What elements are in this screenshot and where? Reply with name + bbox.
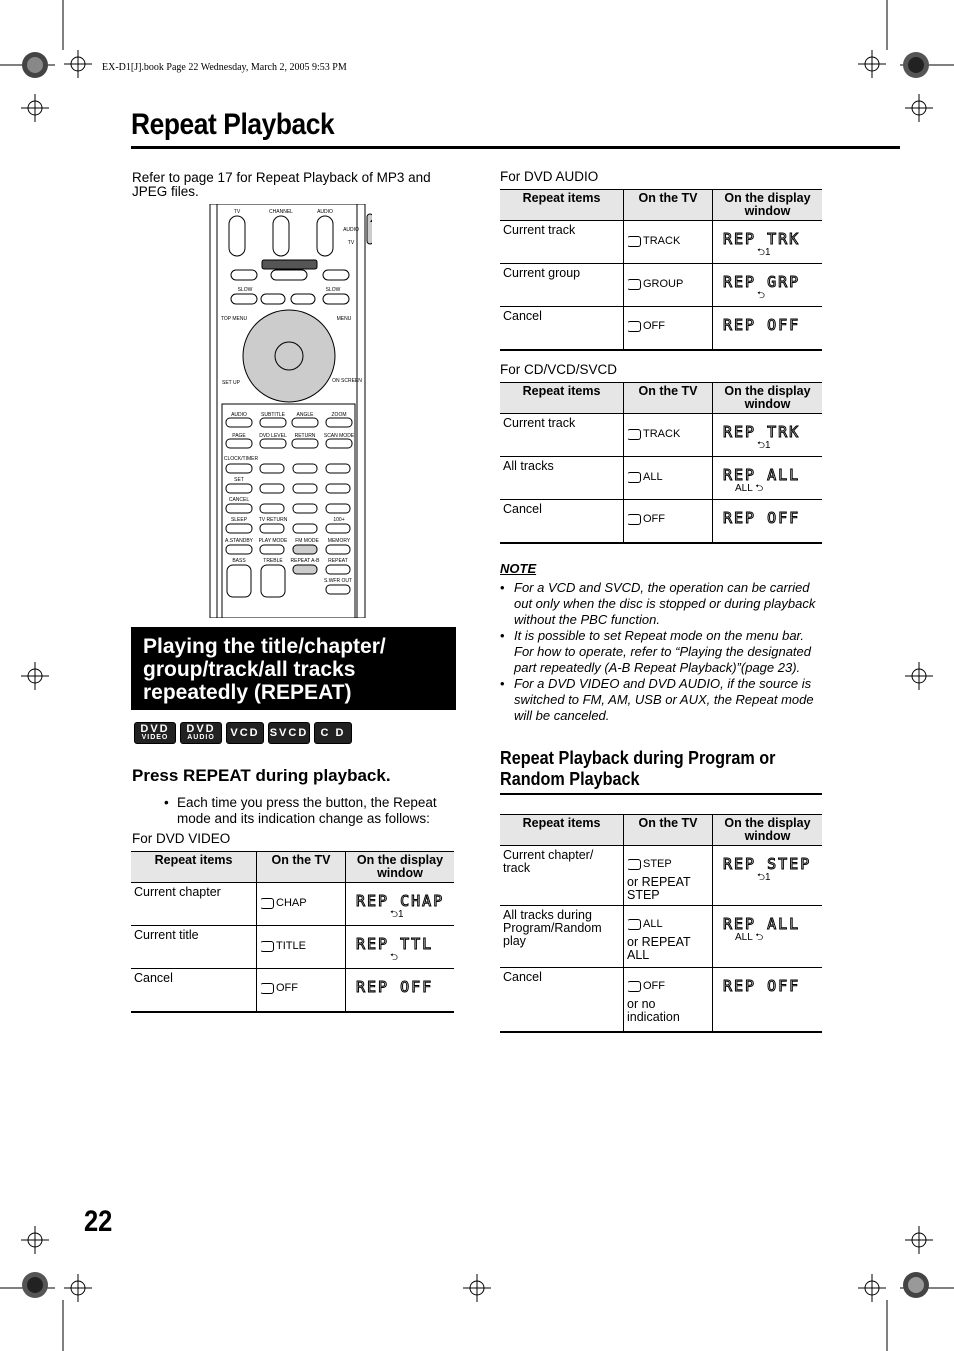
remote-button xyxy=(326,565,350,574)
repeat-icon xyxy=(627,236,641,247)
badge-label: VCD xyxy=(230,727,260,739)
remote-button xyxy=(260,545,284,554)
repeat-item-cell: Current title xyxy=(131,926,257,969)
tv-indication-cell xyxy=(624,846,713,906)
display-sub-label: 1 xyxy=(765,872,771,883)
repeat-icon xyxy=(627,514,641,525)
repeat-indicator xyxy=(627,278,683,291)
remote-button xyxy=(260,418,286,427)
remote-label: PLAY MODE xyxy=(258,538,288,544)
repeat-arrow-icon: ⮌ xyxy=(757,872,766,883)
note-text: For a DVD VIDEO and DVD AUDIO, if the source is switched to FM, AM, USB or AUX, the Repeat mode will be canceled. xyxy=(514,676,814,723)
display-text: REP OFF xyxy=(723,316,801,334)
remote-button xyxy=(231,270,257,280)
remote-button xyxy=(326,418,352,427)
remote-button xyxy=(261,294,285,304)
remote-label: TV xyxy=(233,209,241,215)
remote-button xyxy=(260,504,284,513)
badge-label: C D xyxy=(320,727,346,739)
remote-label: TOP MENU xyxy=(220,316,248,322)
display-window-cell xyxy=(713,500,823,543)
table-row xyxy=(131,926,454,969)
display-sub-label: 1 xyxy=(765,440,771,451)
tv-indication-cell xyxy=(257,883,346,926)
remote-button xyxy=(226,484,252,493)
remote-label: SLOW xyxy=(237,287,253,293)
display-sub-label: ALL xyxy=(735,932,753,943)
repeat-indicator xyxy=(627,980,665,993)
repeat-indicator xyxy=(627,428,680,441)
table-row xyxy=(500,457,822,500)
table-row xyxy=(500,968,822,1032)
subheading-program: Repeat Playback during Program or Random Playback xyxy=(500,748,776,789)
tv-indication-cell xyxy=(624,414,713,457)
remote-label: SET UP xyxy=(222,380,240,386)
repeat-indicator xyxy=(260,897,307,910)
table-row xyxy=(500,264,822,307)
remote-button xyxy=(292,439,318,448)
remote-button xyxy=(227,565,251,597)
repeat-icon xyxy=(627,321,641,332)
remote-button xyxy=(226,524,252,533)
intro-text: Refer to page 17 for Repeat Playback of MP3 and JPEG files. xyxy=(132,170,431,199)
repeat-arrow-icon: ⮌ xyxy=(752,483,764,494)
remote-label: ON SCREEN xyxy=(332,378,362,384)
remote-label: REPEAT xyxy=(328,558,348,564)
repeat-icon xyxy=(627,429,641,440)
tv-indication-label: OFF xyxy=(643,513,665,526)
repeat-arrow-icon: ⮌ xyxy=(390,952,399,963)
table-dvd-video xyxy=(131,851,454,1013)
badge-label: DVD xyxy=(186,723,216,735)
repeat-indicator xyxy=(627,235,680,248)
table-row xyxy=(500,846,822,906)
repeat-ab-button xyxy=(293,545,317,554)
remote-button xyxy=(293,504,317,513)
remote-label: CLOCK/TIMER xyxy=(223,456,259,462)
section-heading-box xyxy=(131,627,456,710)
remote-button xyxy=(326,439,352,448)
repeat-arrow-icon: ⮌ xyxy=(757,290,766,301)
disc-badge xyxy=(180,722,222,744)
repeat-item-cell: Cancel xyxy=(131,969,257,1012)
badge-sublabel: VIDEO xyxy=(141,734,169,741)
column-header: On the display window xyxy=(713,815,823,846)
tv-indication-label: TITLE xyxy=(276,939,306,952)
repeat-item-cell: All tracks during Program/Random play xyxy=(500,906,624,968)
disc-badge xyxy=(226,722,264,744)
column-header: Repeat items xyxy=(500,815,624,846)
note-text: For a VCD and SVCD, the operation can be carried out only when the disc is stopped or during playback without the PBC function. xyxy=(514,580,816,627)
caption-dvd-video: For DVD VIDEO xyxy=(132,831,231,846)
note-item xyxy=(500,580,822,628)
remote-label: SUBTITLE xyxy=(261,412,285,418)
remote-button xyxy=(326,504,350,513)
table-row xyxy=(131,883,454,926)
repeat-arrow-icon: ⮌ xyxy=(757,247,766,258)
title-rule xyxy=(131,146,900,149)
display-window-cell xyxy=(713,414,823,457)
remote-button xyxy=(226,504,252,513)
column-header: On the display window xyxy=(713,383,823,414)
table-row xyxy=(500,221,822,264)
table-row xyxy=(500,500,822,543)
repeat-icon xyxy=(260,898,274,909)
display-window-cell xyxy=(713,221,823,264)
display-window-cell xyxy=(346,883,455,926)
remote-button xyxy=(226,464,252,473)
remote-button xyxy=(226,545,252,554)
display-window-cell xyxy=(713,968,823,1032)
repeat-arrow-icon: ⮌ xyxy=(390,909,399,920)
remote-button xyxy=(292,418,318,427)
bullet-text: Each time you press the button, the Repeat mode and its indication change as follows: xyxy=(177,795,437,826)
remote-button xyxy=(326,484,350,493)
display-window-cell xyxy=(713,457,823,500)
disc-badge xyxy=(268,722,310,744)
repeat-item-cell: Cancel xyxy=(500,968,624,1032)
repeat-item-cell: Cancel xyxy=(500,500,624,543)
repeat-item-cell: Current chapter/ track xyxy=(500,846,624,906)
tv-indication-label: OFF xyxy=(643,980,665,992)
tv-indication-label: STEP xyxy=(643,858,672,870)
table-program-random xyxy=(500,814,822,1033)
disc-badges xyxy=(134,722,352,744)
display-repeat-sub xyxy=(735,483,819,495)
column-header: Repeat items xyxy=(500,383,624,414)
repeat-item-cell: Current track xyxy=(500,221,624,264)
repeat-arrow-icon: ⮌ xyxy=(757,440,766,451)
display-repeat-sub xyxy=(757,440,819,452)
display-text: REP OFF xyxy=(356,978,434,996)
remote-button xyxy=(323,270,349,280)
display-window-cell xyxy=(346,926,455,969)
remote-label: A.STANDBY xyxy=(225,538,253,544)
remote-control-illustration xyxy=(207,204,372,618)
remote-button xyxy=(323,294,349,304)
repeat-indicator xyxy=(627,513,665,526)
badge-label: DVD xyxy=(140,723,170,735)
display-text: REP STEP xyxy=(723,855,812,873)
table-row xyxy=(131,969,454,1012)
caption-dvd-audio: For DVD AUDIO xyxy=(500,169,599,184)
remote-button xyxy=(226,439,252,448)
remote-button xyxy=(260,524,284,533)
tv-indication-label: GROUP xyxy=(643,277,684,290)
display-text: REP ALL xyxy=(723,915,801,933)
audio-vol-rocker xyxy=(317,216,333,256)
notes-list xyxy=(500,580,822,724)
badge-sublabel: AUDIO xyxy=(187,734,215,741)
tv-indication-label: ALL xyxy=(643,918,663,930)
remote-button xyxy=(271,270,307,280)
note-item xyxy=(500,628,822,676)
section-heading: Playing the title/chapter/ group/track/all tracks repeatedly (REPEAT) xyxy=(143,635,386,704)
display-sub-label: ALL xyxy=(735,483,753,494)
display-sub-label: 1 xyxy=(765,247,771,258)
repeat-icon xyxy=(627,981,641,992)
display-text: REP TRK xyxy=(723,230,801,248)
remote-label: MEMORY xyxy=(327,538,351,544)
page-number: 22 xyxy=(84,1205,113,1238)
tv-indication-alt: or REPEAT STEP xyxy=(627,875,691,902)
repeat-indicator xyxy=(627,471,663,484)
table-cd-vcd-svcd xyxy=(500,382,822,544)
repeat-arrow-icon: ⮌ xyxy=(752,932,764,943)
repeat-indicator xyxy=(627,858,672,871)
repeat-button xyxy=(293,565,317,574)
table-row xyxy=(500,307,822,350)
note-heading: NOTE xyxy=(500,561,537,576)
remote-label: TV RETURN xyxy=(258,517,288,523)
press-heading: Press REPEAT during playback. xyxy=(132,766,391,785)
remote-button xyxy=(326,585,350,594)
display-window-cell xyxy=(713,906,823,968)
display-text: REP TTL xyxy=(356,935,434,953)
display-window-cell xyxy=(346,969,455,1012)
remote-label: CANCEL xyxy=(228,497,250,503)
remote-label: SCAN MODE xyxy=(323,433,355,439)
disc-badge xyxy=(314,722,352,744)
note-item xyxy=(500,676,822,724)
repeat-indicator xyxy=(627,918,663,931)
disc-badge xyxy=(134,722,176,744)
badge-label: SVCD xyxy=(269,727,309,739)
display-text: REP ALL xyxy=(723,466,801,484)
book-line: EX-D1[J].book Page 22 Wednesday, March 2, 2005 9:53 PM xyxy=(102,62,347,73)
column-header: On the TV xyxy=(624,815,713,846)
display-window-cell xyxy=(713,846,823,906)
display-repeat-sub xyxy=(757,290,819,302)
remote-label: 100+ xyxy=(333,517,345,523)
display-sub-label: 1 xyxy=(398,909,404,920)
table-row xyxy=(500,414,822,457)
remote-button xyxy=(260,484,284,493)
remote-button xyxy=(293,464,317,473)
remote-label: SLEEP xyxy=(230,517,248,523)
repeat-item-cell: Current chapter xyxy=(131,883,257,926)
remote-label: CHANNEL xyxy=(269,209,293,215)
tv-indication-alt: or no indication xyxy=(627,997,680,1024)
tv-indication-cell xyxy=(624,457,713,500)
table-dvd-audio xyxy=(500,189,822,351)
display-text: REP TRK xyxy=(723,423,801,441)
remote-label: DVD LEVEL xyxy=(259,433,287,439)
display-text: REP OFF xyxy=(723,509,801,527)
repeat-item-cell: Current group xyxy=(500,264,624,307)
tv-indication-cell xyxy=(624,968,713,1032)
display-repeat-sub xyxy=(390,952,451,964)
display-text: REP CHAP xyxy=(356,892,445,910)
channel-rocker xyxy=(273,216,289,256)
page-title: Repeat Playback xyxy=(131,108,335,141)
remote-label: AUDIO xyxy=(343,227,359,233)
remote-label: RETURN xyxy=(294,433,316,439)
repeat-item-cell: All tracks xyxy=(500,457,624,500)
repeat-icon xyxy=(627,859,641,870)
display-repeat-sub xyxy=(757,247,819,259)
remote-label: TREBLE xyxy=(263,558,283,564)
vol-rocker xyxy=(229,216,245,256)
display-repeat-sub xyxy=(757,872,819,884)
repeat-indicator xyxy=(260,982,298,995)
repeat-item-cell: Current track xyxy=(500,414,624,457)
tv-indication-label: TRACK xyxy=(643,427,681,440)
note-bullet: • xyxy=(500,628,505,643)
remote-label: S.WFR OUT xyxy=(323,578,353,584)
column-header: On the TV xyxy=(257,852,346,883)
tv-indication-cell xyxy=(624,221,713,264)
remote-button xyxy=(231,294,257,304)
display-repeat-sub xyxy=(735,932,819,944)
tv-indication-cell xyxy=(624,906,713,968)
repeat-icon xyxy=(627,279,641,290)
remote-label: ANGLE xyxy=(296,412,314,418)
tv-indication-cell xyxy=(624,307,713,350)
tv-indication-label: CHAP xyxy=(276,896,307,909)
column-header: Repeat items xyxy=(500,190,624,221)
repeat-icon xyxy=(260,983,274,994)
note-text: It is possible to set Repeat mode on the menu bar. For how to operate, refer to “Playing the designated part repeatedly (A-B Repeat Playback)”(page 23). xyxy=(514,628,812,675)
remote-label: MENU xyxy=(336,316,352,322)
remote-label: FM MODE xyxy=(295,538,319,544)
remote-label: SET xyxy=(234,477,244,483)
remote-button xyxy=(261,565,285,597)
enter-button xyxy=(275,342,303,370)
repeat-indicator xyxy=(627,320,665,333)
subheading-rule xyxy=(500,793,822,795)
remote-label: AUDIO xyxy=(317,209,333,215)
remote-label: REPEAT A-B xyxy=(290,558,320,564)
tv-indication-cell xyxy=(624,500,713,543)
bullet-dot: • xyxy=(164,795,169,810)
display-text: REP GRP xyxy=(723,273,801,291)
repeat-item-cell: Cancel xyxy=(500,307,624,350)
repeat-icon xyxy=(260,941,274,952)
remote-button xyxy=(293,484,317,493)
tv-indication-label: TRACK xyxy=(643,234,681,247)
remote-button xyxy=(326,524,350,533)
remote-button xyxy=(260,464,284,473)
remote-button xyxy=(226,418,252,427)
note-bullet: • xyxy=(500,676,505,691)
repeat-icon xyxy=(627,472,641,483)
caption-cd-vcd: For CD/VCD/SVCD xyxy=(500,362,618,377)
repeat-indicator xyxy=(260,940,306,953)
tv-indication-alt: or REPEAT ALL xyxy=(627,935,691,962)
column-header: Repeat items xyxy=(131,852,257,883)
display-window-cell xyxy=(713,307,823,350)
dvdcd-label-bg xyxy=(262,260,317,269)
note-bullet: • xyxy=(500,580,505,595)
tv-indication-cell xyxy=(257,969,346,1012)
remote-label: TV xyxy=(347,240,355,246)
remote-button xyxy=(260,439,286,448)
remote-label: AUDIO xyxy=(231,412,247,418)
remote-label: ZOOM xyxy=(331,412,347,418)
column-header: On the display window xyxy=(346,852,455,883)
tv-indication-cell xyxy=(624,264,713,307)
column-header: On the display window xyxy=(713,190,823,221)
tv-indication-label: OFF xyxy=(643,320,665,333)
remote-button xyxy=(326,464,350,473)
display-window-cell xyxy=(713,264,823,307)
remote-label: SLOW xyxy=(325,287,341,293)
table-row xyxy=(500,906,822,968)
display-text: REP OFF xyxy=(723,977,801,995)
tv-indication-label: ALL xyxy=(643,470,663,483)
display-repeat-sub xyxy=(390,909,451,921)
remote-button xyxy=(326,545,350,554)
tv-indication-cell xyxy=(257,926,346,969)
tv-indication-label: OFF xyxy=(276,982,298,995)
column-header: On the TV xyxy=(624,383,713,414)
remote-button xyxy=(291,294,315,304)
remote-label: PAGE xyxy=(232,433,246,439)
remote-label: BASS xyxy=(232,558,246,564)
repeat-icon xyxy=(627,919,641,930)
remote-button xyxy=(293,524,317,533)
column-header: On the TV xyxy=(624,190,713,221)
